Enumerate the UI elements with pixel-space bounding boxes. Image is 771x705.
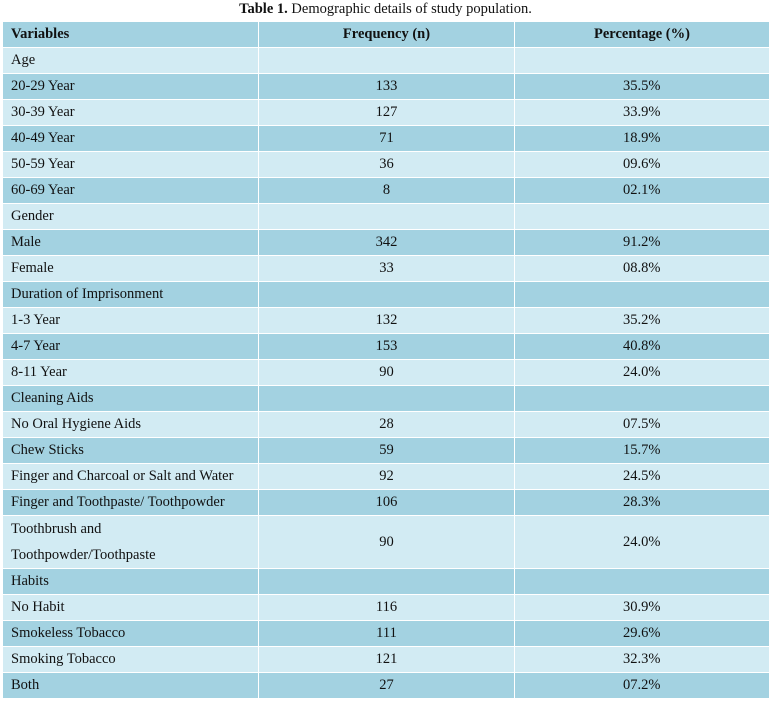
cell-frequency: 8	[259, 178, 515, 204]
cell-variable: Finger and Charcoal or Salt and Water	[3, 464, 259, 490]
cell-variable: 20-29 Year	[3, 74, 259, 100]
table-row	[3, 74, 770, 100]
cell-frequency: 127	[259, 100, 515, 126]
cell-frequency	[259, 48, 515, 74]
cell-frequency: 28	[259, 412, 515, 438]
table-caption-text: Demographic details of study population.	[287, 1, 532, 17]
cell-variable: 50-59 Year	[3, 152, 259, 178]
cell-percentage: 02.1%	[515, 178, 770, 204]
demographics-table	[2, 21, 770, 699]
cell-variable: Habits	[3, 569, 259, 595]
cell-percentage: 32.3%	[515, 647, 770, 673]
table-row	[3, 412, 770, 438]
cell-variable: Cleaning Aids	[3, 386, 259, 412]
cell-frequency: 90	[259, 516, 515, 569]
cell-frequency: 132	[259, 308, 515, 334]
table-row	[3, 204, 770, 230]
table-row	[3, 516, 770, 569]
cell-variable: 30-39 Year	[3, 100, 259, 126]
cell-frequency: 59	[259, 438, 515, 464]
cell-frequency: 133	[259, 74, 515, 100]
table-row	[3, 230, 770, 256]
cell-variable: Smokeless Tobacco	[3, 621, 259, 647]
table-row	[3, 282, 770, 308]
table-row	[3, 334, 770, 360]
cell-frequency	[259, 386, 515, 412]
cell-frequency	[259, 282, 515, 308]
cell-variable: Gender	[3, 204, 259, 230]
cell-variable: No Oral Hygiene Aids	[3, 412, 259, 438]
table-row	[3, 464, 770, 490]
cell-variable: Smoking Tobacco	[3, 647, 259, 673]
cell-variable-line2: Toothpowder/Toothpaste	[11, 547, 156, 563]
cell-percentage: 07.5%	[515, 412, 770, 438]
cell-variable: 60-69 Year	[3, 178, 259, 204]
cell-variable: Male	[3, 230, 259, 256]
cell-frequency: 90	[259, 360, 515, 386]
table-row	[3, 256, 770, 282]
header-percentage: Percentage (%)	[515, 22, 770, 48]
table-body	[3, 48, 770, 699]
table-caption-label: Table 1.	[239, 1, 288, 17]
cell-percentage: 29.6%	[515, 621, 770, 647]
cell-frequency	[259, 204, 515, 230]
table-header-row	[3, 22, 770, 48]
cell-percentage: 30.9%	[515, 595, 770, 621]
table-row	[3, 595, 770, 621]
cell-percentage: 15.7%	[515, 438, 770, 464]
cell-percentage	[515, 282, 770, 308]
cell-frequency: 92	[259, 464, 515, 490]
cell-percentage: 24.0%	[515, 360, 770, 386]
cell-variable-line1: Toothbrush and	[11, 521, 102, 537]
cell-percentage	[515, 386, 770, 412]
cell-percentage: 07.2%	[515, 673, 770, 699]
cell-percentage: 08.8%	[515, 256, 770, 282]
cell-percentage: 24.5%	[515, 464, 770, 490]
table-row	[3, 48, 770, 74]
cell-percentage: 40.8%	[515, 334, 770, 360]
cell-frequency: 71	[259, 126, 515, 152]
table-row	[3, 621, 770, 647]
cell-frequency: 121	[259, 647, 515, 673]
table-row	[3, 126, 770, 152]
cell-percentage: 35.2%	[515, 308, 770, 334]
table-row	[3, 386, 770, 412]
cell-frequency: 342	[259, 230, 515, 256]
cell-variable: 40-49 Year	[3, 126, 259, 152]
cell-percentage: 09.6%	[515, 152, 770, 178]
table-row	[3, 100, 770, 126]
cell-frequency: 33	[259, 256, 515, 282]
cell-percentage	[515, 48, 770, 74]
table-row	[3, 647, 770, 673]
table-row	[3, 490, 770, 516]
cell-percentage: 33.9%	[515, 100, 770, 126]
table-row	[3, 360, 770, 386]
cell-variable: Age	[3, 48, 259, 74]
cell-frequency: 27	[259, 673, 515, 699]
cell-variable	[3, 516, 259, 569]
cell-variable: 4-7 Year	[3, 334, 259, 360]
cell-percentage: 35.5%	[515, 74, 770, 100]
cell-percentage: 24.0%	[515, 516, 770, 569]
cell-frequency: 116	[259, 595, 515, 621]
table-row	[3, 673, 770, 699]
cell-variable: Finger and Toothpaste/ Toothpowder	[3, 490, 259, 516]
table-row	[3, 178, 770, 204]
cell-frequency: 106	[259, 490, 515, 516]
cell-percentage: 18.9%	[515, 126, 770, 152]
cell-percentage	[515, 569, 770, 595]
cell-frequency: 111	[259, 621, 515, 647]
table-caption	[0, 0, 771, 21]
cell-variable: Duration of Imprisonment	[3, 282, 259, 308]
cell-variable: 1-3 Year	[3, 308, 259, 334]
table-row	[3, 569, 770, 595]
cell-variable: No Habit	[3, 595, 259, 621]
header-frequency: Frequency (n)	[259, 22, 515, 48]
cell-variable: Both	[3, 673, 259, 699]
cell-percentage: 91.2%	[515, 230, 770, 256]
table-row	[3, 438, 770, 464]
header-variables: Variables	[3, 22, 259, 48]
cell-percentage	[515, 204, 770, 230]
cell-frequency: 153	[259, 334, 515, 360]
table-row	[3, 152, 770, 178]
cell-variable: 8-11 Year	[3, 360, 259, 386]
cell-variable: Chew Sticks	[3, 438, 259, 464]
cell-frequency	[259, 569, 515, 595]
cell-variable: Female	[3, 256, 259, 282]
cell-frequency: 36	[259, 152, 515, 178]
cell-percentage: 28.3%	[515, 490, 770, 516]
table-row	[3, 308, 770, 334]
